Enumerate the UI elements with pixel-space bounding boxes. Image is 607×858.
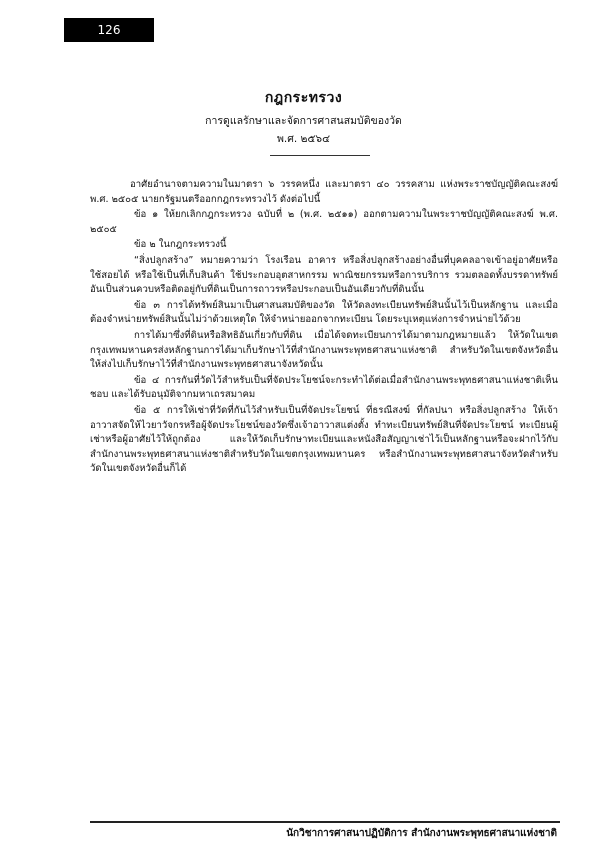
paragraph-clause-4: ข้อ ๔ การกันที่วัดไว้สำหรับเป็นที่จัดประโยชน์จะกระทำได้ต่อเมื่อสำนักงานพระพุทธศาสนาแห่งชาติเห็นชอบ และได้รับอนุมัติจากมหาเถรสมาคม — [90, 374, 558, 401]
document-body — [90, 178, 558, 478]
paragraph-definition: “สิ่งปลูกสร้าง” หมายความว่า โรงเรือน อาคาร หรือสิ่งปลูกสร้างอย่างอื่นที่บุคคลอาจเข้าอยู่อาศัยหรือใช้สอยได้ หรือใช้เป็นที่เก็บสินค้า ใช้ประกอบอุตสาหกรรม พาณิชยกรรมหรือการบริการ รวมตลอดทั้งบรรดาทรัพย์อันเป็นส่วนควบหรือติดอยู่กับที่ดินเป็นการถาวรหรือประกอบเป็นอันเดียวกับที่ดินนั้น — [90, 254, 558, 296]
page-number-box — [64, 18, 154, 42]
paragraph-clause-3-land: การได้มาซึ่งที่ดินหรือสิทธิอันเกี่ยวกับที่ดิน เมื่อได้จดทะเบียนการได้มาตามกฎหมายแล้ว ให้วัดในเขตกรุงเทพมหานครส่งหลักฐานการได้มาเก็บรักษาไว้ที่สำนักงานพระพุทธศาสนาแห่งชาติ สำหรับวัดในเขตจังหวัดอื่นให้ส่งไปเก็บรักษาไว้ที่สำนักงานพระพุทธศาสนาจังหวัดนั้น — [90, 329, 558, 371]
document-year: พ.ศ. ๒๕๖๔ — [276, 133, 331, 145]
paragraph-clause-3: ข้อ ๓ การได้ทรัพย์สินมาเป็นศาสนสมบัติของวัด ให้วัดลงทะเบียนทรัพย์สินนั้นไว้เป็นหลักฐาน และเมื่อต้องจำหน่ายทรัพย์สินนั้นไม่ว่าด้วยเหตุใด ให้จำหน่ายออกจากทะเบียน โดยระบุเหตุแห่งการจำหน่ายไว้ด้วย — [90, 299, 558, 326]
title-divider — [270, 155, 370, 156]
paragraph-clause-1: ข้อ ๑ ให้ยกเลิกกฎกระทรวง ฉบับที่ ๒ (พ.ศ. ๒๕๑๑) ออกตามความในพระราชบัญญัติคณะสงฆ์ พ.ศ. ๒๕๐๕ — [90, 209, 558, 235]
paragraph-preamble: อาศัยอำนาจตามความในมาตรา ๖ วรรคหนึ่ง และมาตรา ๔๐ วรรคสาม แห่งพระราชบัญญัติคณะสงฆ์ พ.ศ. ๒๕๐๕ นายกรัฐมนตรีออกกฎกระทรวงไว้ ดังต่อไปนี้ — [90, 179, 558, 205]
paragraph-clause-2: ข้อ ๒ ในกฎกระทรวงนี้ — [134, 239, 227, 251]
page-number: 126 — [97, 23, 121, 37]
footer-divider — [90, 821, 560, 823]
document-subtitle: การดูแลรักษาและจัดการศาสนสมบัติของวัด — [205, 115, 402, 127]
paragraph-clause-5: ข้อ ๕ การให้เช่าที่วัดที่กันไว้สำหรับเป็นที่จัดประโยชน์ ที่ธรณีสงฆ์ ที่กัลปนา หรือสิ่งปลูกสร้าง ให้เจ้าอาวาสจัดให้ไวยาวัจกรหรือผู้จัดประโยชน์ของวัดซึ่งเจ้าอาวาสแต่งตั้ง ทำทะเบียนทรัพย์สินที่จัดประโยชน์ ทะเบียนผู้เช่าหรือผู้อาศัยไว้ให้ถูกต้อง และให้วัดเก็บรักษาทะเบียนและหนังสือสัญญาเช่าไว้เป็นหลักฐานหรือจะฝากไว้กับสำนักงานพระพุทธศาสนาแห่งชาติสำหรับวัดในเขตกรุงเทพมหานคร หรือสำนักงานพระพุทธศาสนาจังหวัดสำหรับวัดในเขตจังหวัดอื่นก็ได้ — [90, 404, 558, 475]
footer-text: นักวิชาการศาสนาปฏิบัติการ สำนักงานพระพุทธศาสนาแห่งชาติ — [286, 828, 557, 839]
document-title: กฎกระทรวง — [264, 90, 343, 106]
